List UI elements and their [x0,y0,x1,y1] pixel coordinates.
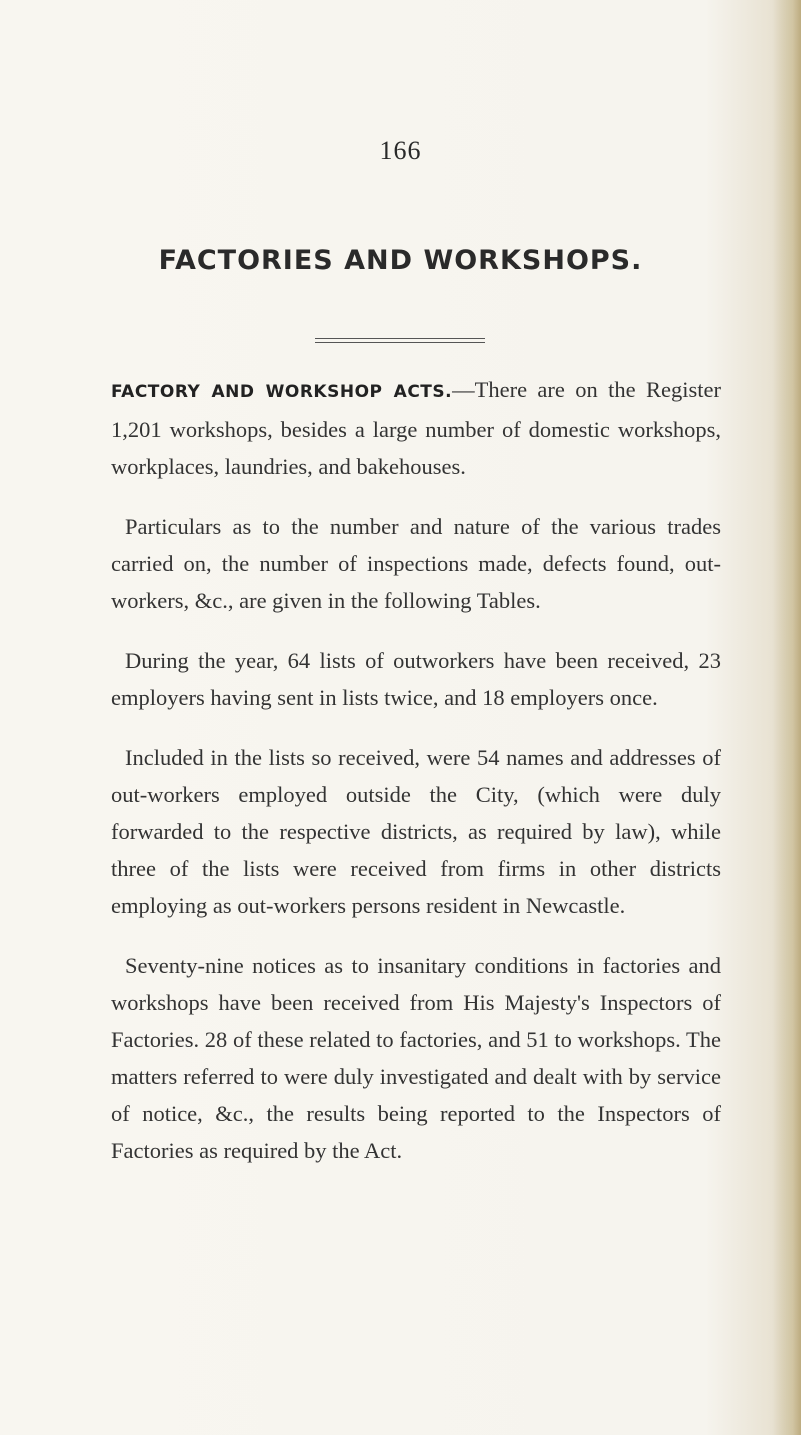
paragraph-text: —There are on the Register 1,201 workshops, besides a large number of domestic workshops, workplaces, laundries, and bakehouses. [111,377,721,479]
title-rule-bottom [315,342,485,343]
paragraph-text: Included in the lists so received, were 54 names and addresses of out-workers employed outside the City, (which were duly forwarded to the respective districts, as required by law), while three of the lists were received from firms in other districts employing as out-workers persons resident in Newcastle. [111,745,721,918]
paragraph-2 [111,508,721,619]
page-edge-stain [773,0,801,1435]
section-title: FACTORIES AND WORKSHOPS. [158,245,643,276]
paragraph-text: Particulars as to the number and nature of the various trades carried on, the number of inspections made, defects found, out-workers, &c., are given in the following Tables. [111,514,721,613]
paragraph-text: Seventy-nine notices as to insanitary conditions in factories and workshops have been received from His Majesty's Inspectors of Factories. 28 of these related to factories, and 51 to workshops. The matters referred to were duly investigated and dealt with by service of notice, &c., the results being reported to the Inspectors of Factories as required by the Act. [111,953,721,1163]
run-in-heading: FACTORY AND WORKSHOP ACTS. [111,382,453,402]
paragraph-4 [111,739,721,924]
body-text [111,371,721,1192]
page-number: 166 [379,136,422,165]
paragraph-5 [111,947,721,1169]
paragraph-text: During the year, 64 lists of outworkers have been received, 23 employers having sent in lists twice, and 18 employers once. [111,648,721,710]
paragraph-3 [111,642,721,716]
paragraph-1 [111,371,721,485]
title-rule-top [315,338,485,339]
